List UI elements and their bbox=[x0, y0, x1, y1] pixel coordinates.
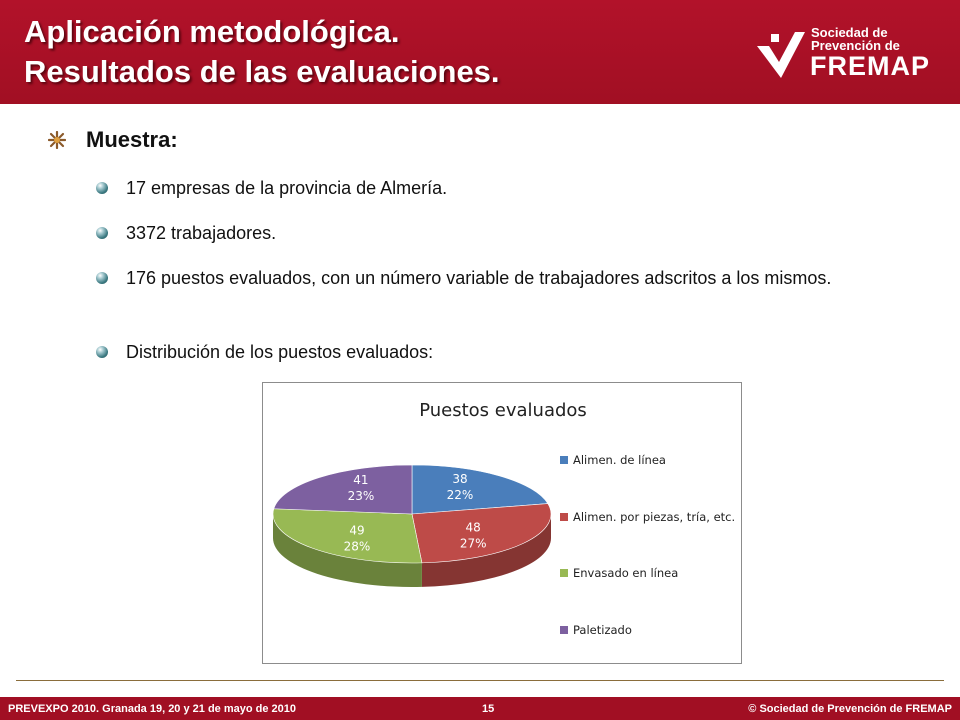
footer-event: PREVEXPO 2010. Granada 19, 20 y 21 de mayo de 2010 bbox=[8, 703, 296, 715]
slice-percent-label: 23% bbox=[347, 489, 375, 504]
page-title bbox=[24, 12, 500, 92]
sphere-bullet-icon bbox=[96, 346, 108, 358]
fremap-logo bbox=[755, 24, 945, 84]
slice-value-label: 41 bbox=[353, 473, 369, 488]
logo-line-2: Prevención de bbox=[811, 38, 900, 53]
section-heading: Muestra: bbox=[86, 127, 178, 152]
sphere-bullet-icon bbox=[96, 272, 108, 284]
header-banner bbox=[0, 0, 960, 104]
logo-line-3: FREMAP bbox=[810, 51, 930, 81]
fremap-chevron-icon bbox=[755, 28, 807, 80]
sphere-bullet-icon bbox=[96, 182, 108, 194]
list-item: Distribución de los puestos evaluados: bbox=[126, 342, 434, 362]
title-line-1: Aplicación metodológica. bbox=[24, 14, 400, 49]
legend-label: Paletizado bbox=[573, 623, 632, 637]
title-line-2: Resultados de las evaluaciones. bbox=[24, 54, 500, 89]
pie-slice bbox=[274, 465, 412, 514]
legend-swatch bbox=[560, 569, 568, 577]
page-number: 15 bbox=[482, 703, 495, 715]
slice-percent-label: 22% bbox=[446, 488, 474, 503]
list-item: 17 empresas de la provincia de Almería. bbox=[126, 178, 448, 198]
chart-canvas bbox=[263, 383, 741, 663]
list-item: 176 puestos evaluados, con un número variable de trabajadores adscritos a los mismos. bbox=[126, 268, 832, 288]
slice-percent-label: 27% bbox=[459, 536, 487, 551]
legend-label: Alimen. por piezas, tría, etc. bbox=[573, 510, 736, 524]
legend-label: Alimen. de línea bbox=[573, 453, 666, 467]
chart-title: Puestos evaluados bbox=[419, 400, 587, 421]
footer-copyright: © Sociedad de Prevención de FREMAP bbox=[748, 703, 952, 715]
footer-bar bbox=[0, 697, 960, 720]
list-item: 3372 trabajadores. bbox=[126, 223, 277, 243]
slice-value-label: 49 bbox=[349, 523, 365, 538]
pie-chart bbox=[262, 382, 742, 664]
sphere-bullet-icon bbox=[96, 227, 108, 239]
legend-swatch bbox=[560, 513, 568, 521]
slice-value-label: 38 bbox=[452, 472, 468, 487]
logo-line-1: Sociedad de bbox=[811, 25, 888, 40]
legend-swatch bbox=[560, 626, 568, 634]
legend-swatch bbox=[560, 456, 568, 464]
star-bullet-icon bbox=[48, 131, 66, 149]
slice-percent-label: 28% bbox=[343, 539, 371, 554]
legend-label: Envasado en línea bbox=[573, 566, 679, 580]
slice-value-label: 48 bbox=[465, 520, 481, 535]
footer-divider bbox=[16, 680, 944, 681]
